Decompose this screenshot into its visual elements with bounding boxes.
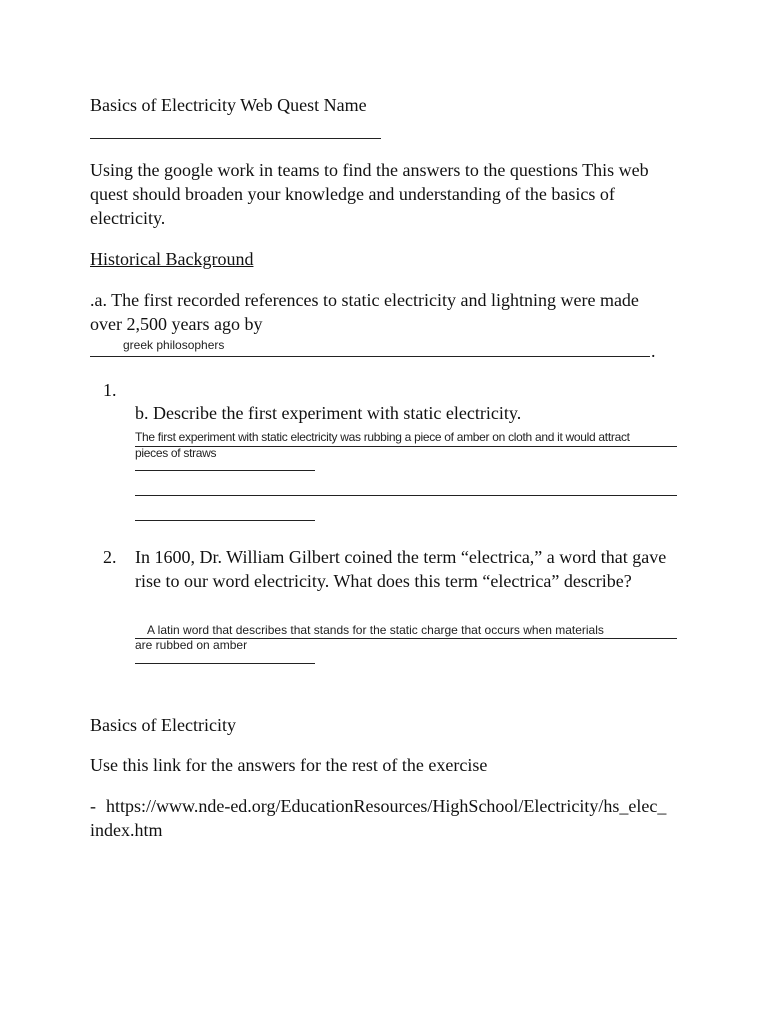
question-1-prompt: b. Describe the first experiment with static electricity. <box>135 403 522 423</box>
question-1-answer-rule-2 <box>135 470 315 471</box>
link-bullet-dash: - <box>90 796 96 816</box>
question-1-answer-rule-3 <box>135 495 677 496</box>
question-1-number: 1. <box>103 380 117 400</box>
section-heading-historical: Historical Background <box>90 249 254 269</box>
question-1-answer-line1: The first experiment with static electricity was rubbing a piece of amber on cloth and it would attract <box>135 430 630 444</box>
question-a-answer: greek philosophers <box>123 338 225 352</box>
intro-paragraph: Using the google work in teams to find the answers to the questions This web quest should broaden your knowledge and understanding of the basics of electricity. <box>90 160 649 228</box>
worksheet-title: Basics of Electricity Web Quest Name <box>90 95 367 115</box>
question-2-answer-line2: are rubbed on amber <box>135 638 248 652</box>
question-a-period: . <box>651 341 656 361</box>
resource-link[interactable] <box>90 794 670 842</box>
question-2-answer-line1: A latin word that describes that stands for the static charge that occurs when materials <box>147 623 604 637</box>
question-1-answer-line2: pieces of straws <box>135 446 217 460</box>
question-a-answer-line <box>90 356 650 357</box>
question-2-number: 2. <box>103 547 117 567</box>
question-2-answer-rule-2 <box>135 663 315 664</box>
resource-link-text[interactable]: https://www.nde-ed.org/EducationResources/HighSchool/Electricity/hs_elec_index.htm <box>90 796 667 840</box>
question-1-answer-rule-1 <box>135 446 677 447</box>
question-a-prompt: .a. The first recorded references to static electricity and lightning were made over 2,500 years ago by <box>90 290 639 334</box>
question-1-answer-rule-4 <box>135 520 315 521</box>
question-2-prompt: In 1600, Dr. William Gilbert coined the term “electrica,” a word that gave rise to our word electricity. What does this term “electrica” describe? <box>135 547 667 591</box>
name-answer-line <box>90 138 381 139</box>
link-intro-text: Use this link for the answers for the rest of the exercise <box>90 755 488 775</box>
section-heading-basics: Basics of Electricity <box>90 715 236 735</box>
